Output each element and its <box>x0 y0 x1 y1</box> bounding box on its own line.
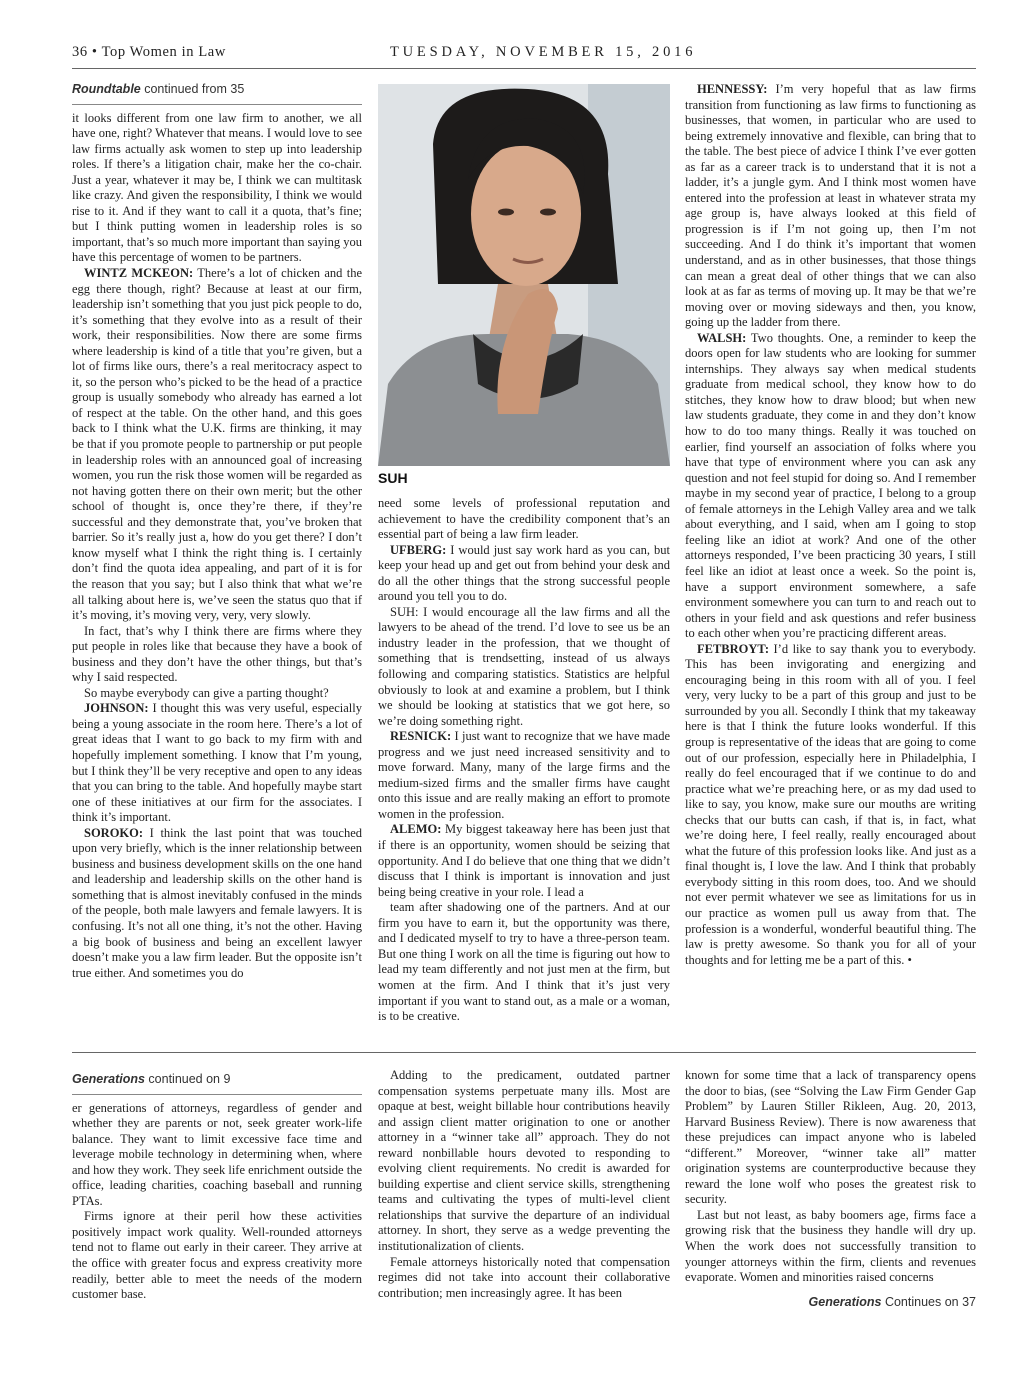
paragraph: SUH: I would encourage all the law firms and all the lawyers to be ahead of the trend. I’d love to see us be an industry leader in the profession, that we thought of something that is trendsetting, instead of us always following and comparing statistics. Statistics are helpful obviously to look at and examine a problem, but I think we should be looking at statistics that we got here, so we’re doing something right. <box>378 604 670 728</box>
paragraph: it looks different from one law firm to another, we all have one, right? Whatever that means. I would love to see law firms actually ask women to step up into leadership roles. If there’s a litigation chair, make her the co-chair. Just a year, whatever it may be, I think we can multitask like crazy. And given the responsibility, I think we would rise to it. And if they want to call it a quota, that’s fine; but I think putting women in leadership roles is so important, that’s so much more important than saying you have this percentage of women to be partners. <box>72 110 362 265</box>
speaker-name: ALEMO: <box>390 822 442 837</box>
photo-caption: SUH <box>378 470 408 486</box>
page-label: 36 • Top Women in Law <box>72 44 226 60</box>
portrait-photo <box>378 84 670 466</box>
generations-column-2 <box>378 1068 670 1301</box>
paragraph: Adding to the predicament, outdated partner compensation systems perpetuate many ills. Most are opaque at best, weight billable hour contributions heavily and assign client matter origination to one or another attorney in a “winner take all” approach. They do not reward nonbillable hours devoted to responding to evolving client requirements. No credit is awarded for building expertise and client service skills, strengthening teams and cultivating the types of multi-level client relationships that survive the departure of an individual attorney. In short, they serve as a wedge preventing the institutionalization of clients. <box>378 1068 670 1254</box>
generations-column-3 <box>685 1068 976 1286</box>
page-header <box>72 44 976 68</box>
paragraph: er generations of attorneys, regardless of gender and whether they are parents or not, seek greater work-life balance. They want to limit excessive face time and leverage mobile technology in determining when, where and how they work. They seek life enrichment outside the office, leading charities, coaching baseball and running PTAs. <box>72 1100 362 1208</box>
paragraph: HENNESSY: I’m very hopeful that as law firms transition from functioning as law firms to functioning as businesses, that women, in particular who are used to being extremely innovative and flexible, can bring that to the table. The best piece of advice I think I’ve ever gotten as far as a career track is to understand that it is not a ladder, it’s a jungle gym. And I think most women have entered into the profession at least in whatever strata my age group is, have always looked at this field of progression is if I’m not going up, then I’m not succeeding. And I do think it’s important that women understand, and as in other businesses, that those things can mean a great deal of other things that we can also look at as far as terms of moving up. It may be that we’re moving over or moving sideways and then, you know, going up the ladder from there. <box>685 82 976 330</box>
paragraph: known for some time that a lack of transparency opens the door to bias, (see “Solving the Law Firm Gender Gap Problem” by Lauren Stiller Rikleen, Aug. 20, 2013, Harvard Business Review). There is now awareness that these prejudices can impact anyone who is labeled “different.” Moreover, “winner take all” matter origination systems are counterproductive because they reward the lone wolf who poses the greatest risk to security. <box>685 1068 976 1207</box>
speaker-name: UFBERG: <box>390 542 447 557</box>
kicker-rule <box>72 1094 362 1095</box>
paragraph: SOROKO: I think the last point that was touched upon very briefly, which is the inner relationship between business and business development skills on the one hand and leadership and leadership skills on the other hand is something that is almost inevitably confused in the minds of the people, both male lawyers and female lawyers. It is confusing. It’s not all one thing, it’s not the other. Having a big book of business and being an excellent lawyer doesn’t make you a law firm leader. But the opposite isn’t true either. And sometimes you do <box>72 825 362 980</box>
roundtable-kicker-rest: continued from 35 <box>140 82 245 96</box>
speaker-name: FETBROYT: <box>697 641 769 656</box>
issue-date: TUESDAY, NOVEMBER 15, 2016 <box>390 44 697 60</box>
roundtable-column-1 <box>72 82 362 981</box>
speaker-name: RESNICK: <box>390 729 452 744</box>
paragraph: UFBERG: I would just say work hard as you can, but keep your head up and get out from behind your desk and do all the other things that the strong successful people around you tell you to do. <box>378 542 670 604</box>
header-rule <box>72 68 976 69</box>
portrait-illustration <box>378 84 670 466</box>
paragraph: So maybe everybody can give a parting thought? <box>84 685 329 700</box>
paragraph: Female attorneys historically noted that compensation regimes did not take into account their collaborative contribution; men increasingly agree. It has been <box>378 1254 670 1300</box>
generations-kicker <box>72 1072 362 1088</box>
paragraph: Firms ignore at their peril how these activities positively impact work quality. Well-rounded attorneys tend not to flame out early in their career. They arrive at the office with greater focus and express creativity more readily, better able to meet the needs of the modern customer base. <box>72 1209 362 1302</box>
generations-kicker-rest: continued on 9 <box>144 1072 231 1086</box>
paragraph: FETBROYT: I’d like to say thank you to everybody. This has been invigorating and energizing and encouraging being in this room with all of you. I feel very, very lucky to be a part of this group and just to be surrounded by you all. Secondly I think that my takeaway here is that I think the future looks wonderful. If this group is representative of the ideas that are going to come out of our profession, especially here in Philadelphia, I really do feel encouraged that if we continue to do and practice what we’re preaching here, or as my dad used to like to say, you know, make sure our mouths are writing checks that our butts can cash, if that is, in fact, what we’re doing here, I feel really, really encouraged about what the future of this profession looks like. And just as a final thought is, I love the law. And I think that probably everybody sitting in this room does, too. And we should not ever permit whatever we see as limitations for us in our practice as women pull us away from that. The profession is a wonderful, wonderful beautiful thing. The law is pretty awesome. So thank you for all of your thoughts and for letting me be a part of this. • <box>685 641 976 967</box>
speaker-name: JOHNSON: <box>84 701 149 716</box>
generations-column-1 <box>72 1072 362 1303</box>
paragraph: WALSH: Two thoughts. One, a reminder to keep the doors open for law students who are looking for summer internships. They always say when medical students graduate from medical school, they know how to do stitches, they know how to draw blood; but when new law students graduate, they come in and they don’t know how to do too many things. Really it was touched on earlier, find yourself an association of folks where you have that type of environment where you can ask any question and not feel stupid for doing so. And I remember maybe in my second year of practice, I belong to a group of female attorneys in the Lehigh Valley area and we talk about everything, and I said, when am I going to stop feeling like an idiot at work? And one of the other attorneys responded, I’ve been practicing 30 years, I still feel like an idiot at least once a week. So the point is, have a support environment somewhere, a safe environment somewhere you can turn to and reach out to others in your field and ask questions and refer business to each other when you’re practicing different areas. <box>685 330 976 641</box>
roundtable-column-3 <box>685 82 976 968</box>
paragraph: WINTZ MCKEON: There’s a lot of chicken and the egg there though, right? Because at least at our firm, leadership isn’t something that you just pick people to do, it’s something that they evolve into as a result of their work, their responsibilities. Now there are some firms where leadership is kind of a title that you’re given, but a lot of firms like ours, there’s a real meritocracy aspect to it, so the person who’s picked to be the head of a practice group is usually somebody who already has earned a lot of respect at the table. On the other hand, and this goes back to I think what the U.K. firms are thinking, it may be that if you promote people to partnership or put people in leadership roles with an announced goal of increasing women, you run the risk those women will be regarded as not having gotten there on their own merit; but the other school of thought is, once they’re there, if they’re successful and they demonstrate that, you’ve broken that barrier. So it’s really just a, how do you get there? I don’t know myself what I think the right thing is. I certainly don’t find the quota idea appealing, and part of it is for the reason that you say; but I also think that what we’re all talking about here is, we’ve seen the status quo that if it’s moving, it’s moving very, very, very slowly. <box>72 266 362 623</box>
section-divider <box>72 1052 976 1053</box>
roundtable-kicker-bold: Roundtable <box>72 82 141 96</box>
paragraph: RESNICK: I just want to recognize that we have made progress and we just need increased sensitivity and to move forward. Many, many of the large firms and the medium-sized firms and the smaller firms have caught onto this issue and are really making an effort to promote women in the profession. <box>378 729 670 821</box>
speaker-name: WINTZ MCKEON: <box>84 266 194 281</box>
continuation-bold: Generations <box>808 1295 882 1309</box>
continuation-rest: Continues on 37 <box>881 1295 976 1309</box>
paragraph: In fact, that’s why I think there are firms where they put people in roles like that because they have a book of business and they don’t have the other things, but that’s why I said respected. <box>72 623 362 685</box>
speaker-name: SOROKO: <box>84 825 144 840</box>
generations-continuation <box>809 1295 976 1309</box>
paragraph: need some levels of professional reputation and achievement to have the credibility component that’s an essential part of being a law firm leader. <box>378 496 670 542</box>
kicker-rule <box>72 104 362 105</box>
paragraph: Last but not least, as baby boomers age, firms face a growing risk that the business they handle will dry up. When the work does not successfully transition to younger attorneys within the firm, clients and revenues evaporate. Women and minorities raised concerns <box>685 1207 976 1285</box>
roundtable-column-2 <box>378 496 670 1025</box>
roundtable-kicker <box>72 82 362 98</box>
paragraph: ALEMO: My biggest takeaway here has been just that if there is an opportunity, women should be seizing that opportunity. And I do believe that one thing that we didn’t discuss that I think is important is innovation and just being being creative in your role. I lead a <box>378 822 670 899</box>
paragraph: JOHNSON: I thought this was very useful, especially being a young associate in the room here. There’s a lot of great ideas that I want to go back to my firm with and hopefully implement something. I know that I’m young, but I think they’ll be very receptive and open to any ideas that you can bring to the table. And hopefully maybe start one of these initiatives at our firm for the associates. I think it’s important. <box>72 701 362 825</box>
speaker-name: HENNESSY: <box>697 82 768 96</box>
generations-kicker-bold: Generations <box>72 1072 145 1086</box>
speaker-name: WALSH: <box>697 330 747 345</box>
paragraph: team after shadowing one of the partners. And at our firm you have to earn it, but the opportunity was there, and I dedicated myself to try to have a three-person team. But one thing I work on all the time is figuring out how to lead my team differently and not just men at the firm, but women at the firm. And I think that it’s just very important if you want to stand out, as a male or a woman, is to be creative. <box>378 900 670 1024</box>
